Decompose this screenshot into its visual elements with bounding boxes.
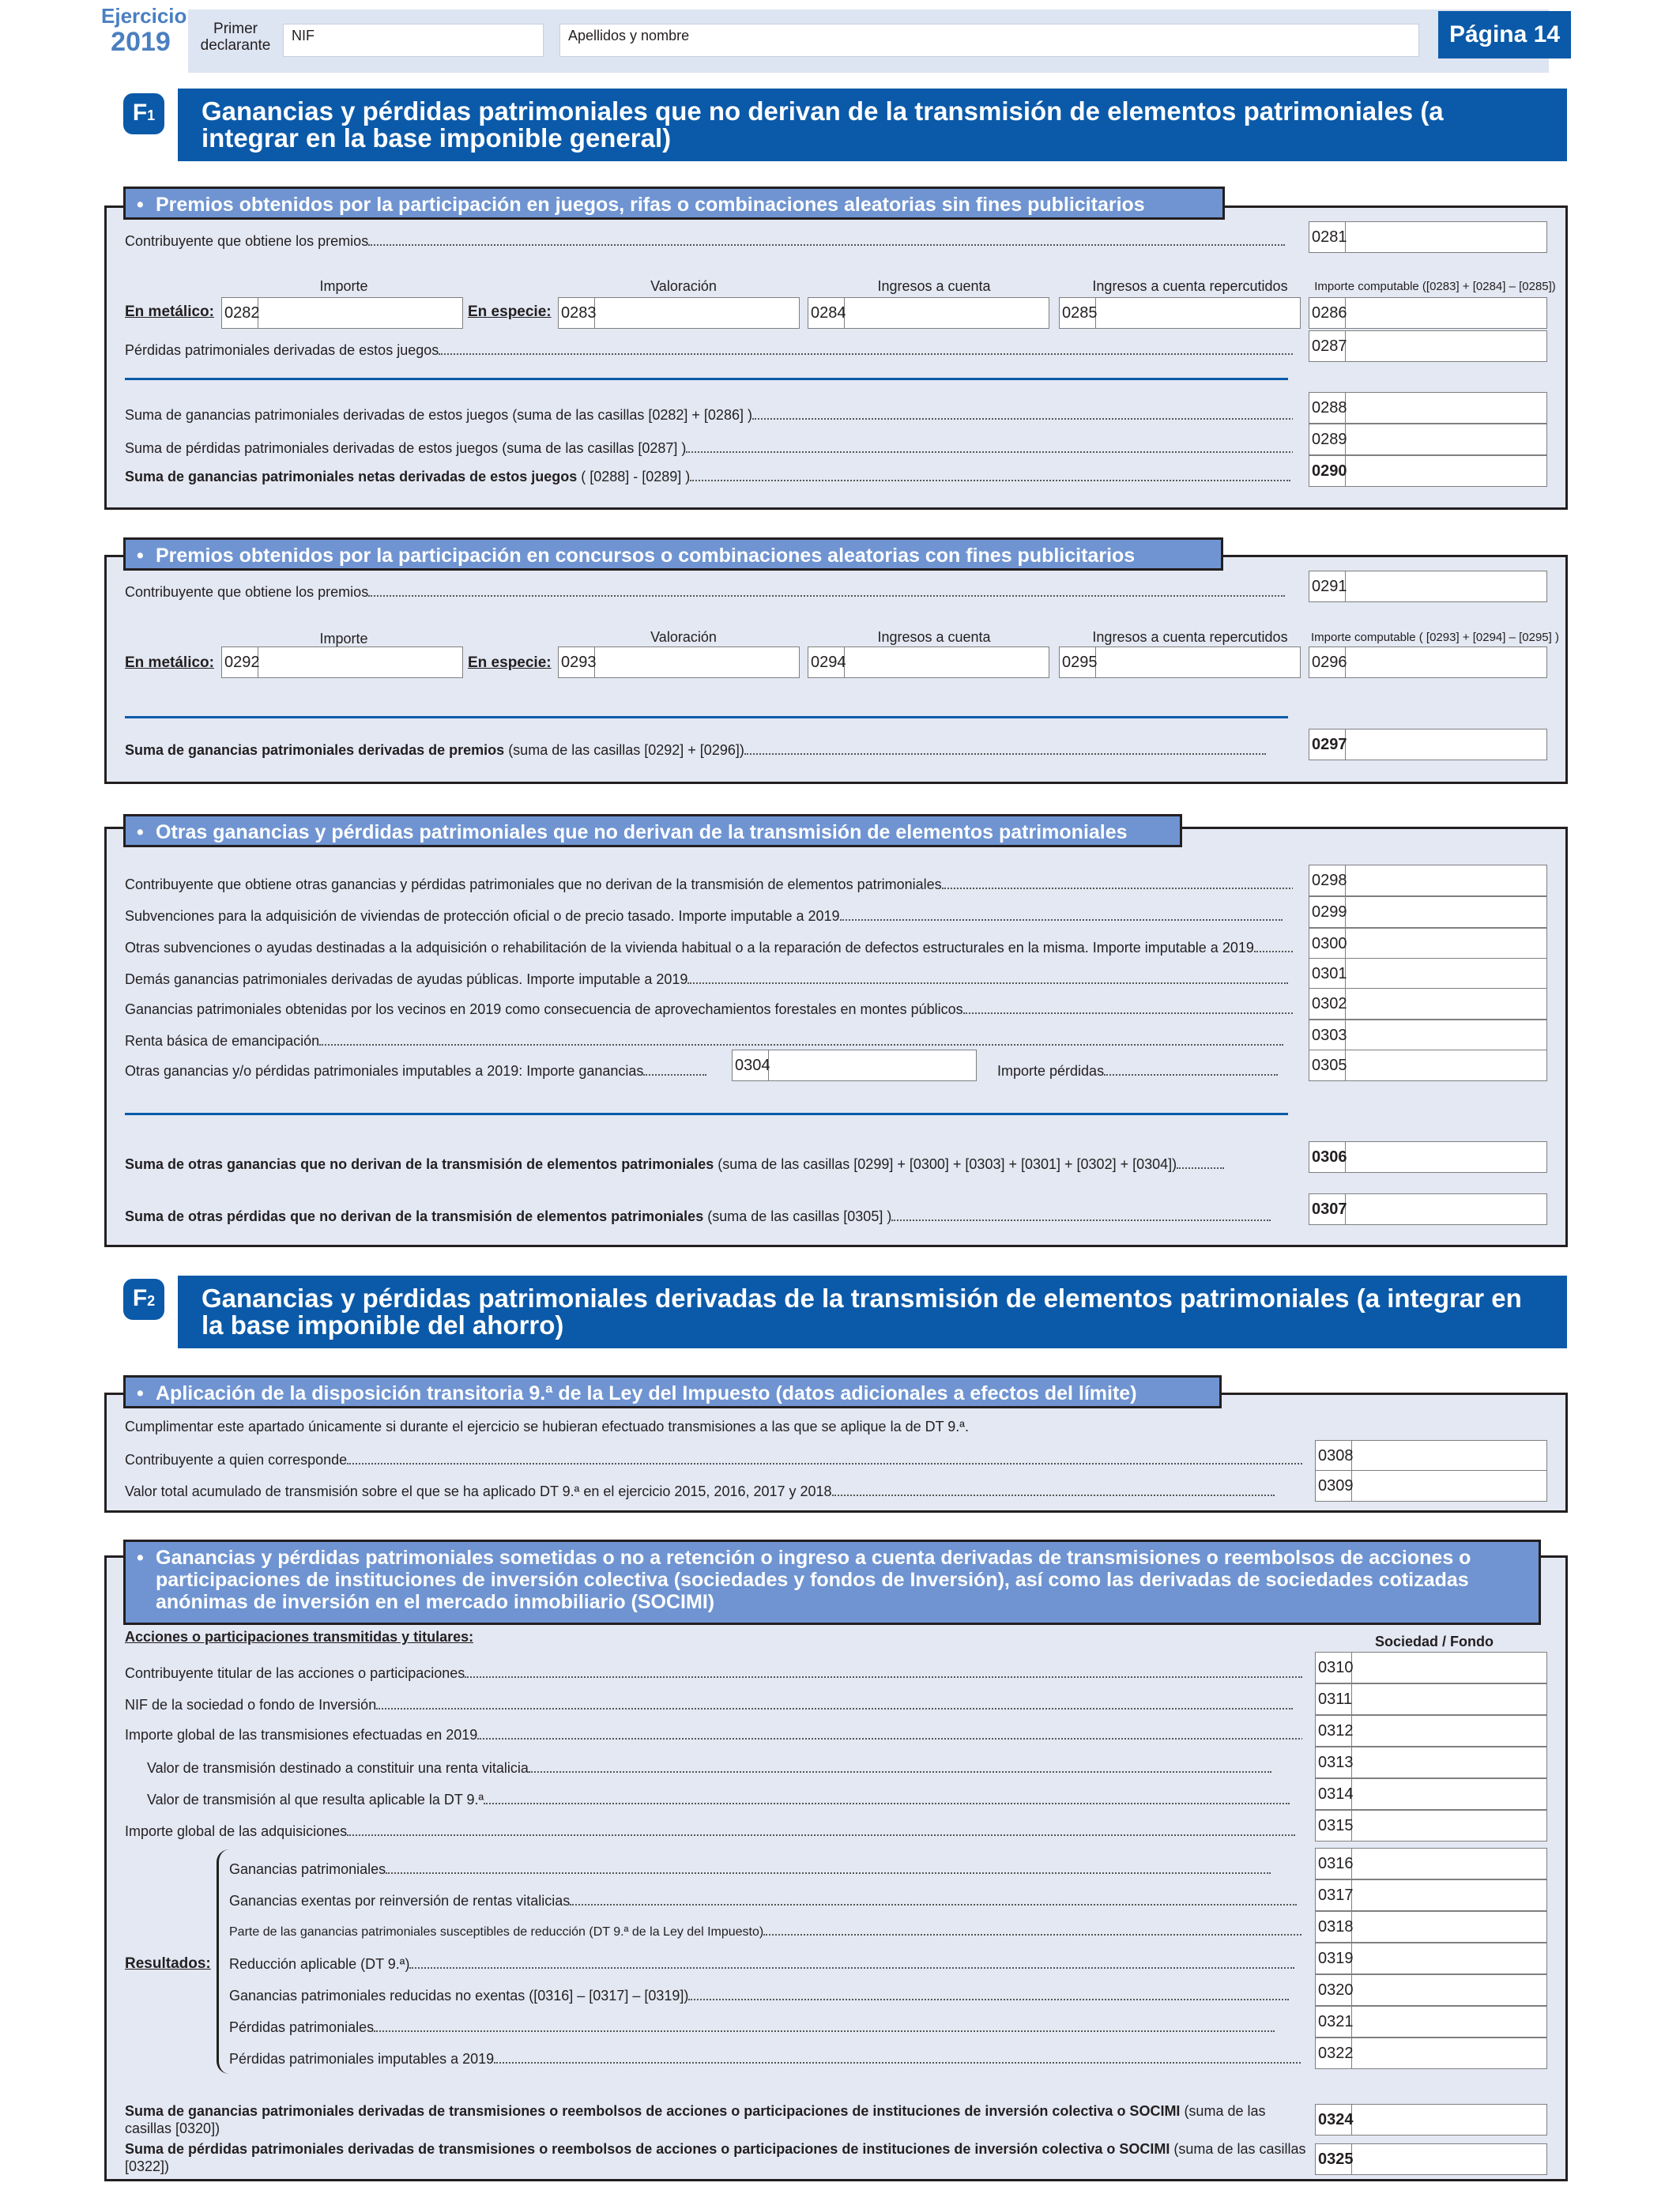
field-0290[interactable]: 0290: [1309, 455, 1547, 487]
f1-s3-row-0301: Demás ganancias patrimoniales derivadas de ayudas públicas. Importe imputable a 2019: [125, 971, 1293, 988]
field-0305[interactable]: 0305: [1309, 1050, 1547, 1081]
field-0312[interactable]: 0312: [1315, 1715, 1547, 1747]
f2-s2-res-0316: Ganancias patrimoniales: [229, 1860, 1302, 1878]
f1-s2-title: • Premios obtenidos por la participación en concursos o combinaciones aleatorias con fines publicitarios: [123, 537, 1223, 571]
f2-s1-contribuyente-label: Contribuyente a quien corresponde: [125, 1451, 1302, 1468]
field-0295[interactable]: 0295: [1059, 647, 1301, 678]
field-0324[interactable]: 0324: [1315, 2104, 1547, 2136]
col-importe: Importe: [319, 278, 368, 294]
field-0307[interactable]: 0307: [1309, 1193, 1547, 1225]
sociedad-fondo-label: Sociedad / Fondo: [1375, 1634, 1494, 1649]
field-0298[interactable]: 0298: [1309, 865, 1547, 896]
field-0318[interactable]: 0318: [1315, 1911, 1547, 1943]
section-badge-f1: F1: [123, 93, 164, 134]
f1-s1-suma-perdidas-label: Suma de pérdidas patrimoniales derivadas de estos juegos (suma de las casillas [0287] ): [125, 439, 1293, 457]
field-0322[interactable]: 0322: [1315, 2038, 1547, 2069]
field-0315[interactable]: 0315: [1315, 1810, 1547, 1842]
field-0325[interactable]: 0325: [1315, 2143, 1547, 2175]
field-0292[interactable]: 0292: [221, 647, 463, 678]
field-0309[interactable]: 0309: [1315, 1470, 1547, 1502]
col-valoracion: Valoración: [650, 278, 717, 294]
field-0302[interactable]: 0302: [1309, 988, 1547, 1020]
resultados-label: Resultados:: [125, 1955, 211, 1972]
f2-s2-res-0318: Parte de las ganancias patrimoniales susceptibles de reducción (DT 9.ª de la Ley del Impuesto): [229, 1924, 1302, 1941]
f1-s1-suma-netas-label: Suma de ganancias patrimoniales netas derivadas de estos juegos ( [0288] - [0289] ): [125, 468, 1293, 485]
field-0299[interactable]: 0299: [1309, 896, 1547, 928]
f1-s1-title: • Premios obtenidos por la participación en juegos, rifas o combinaciones aleatorias sin fines publicitarios: [123, 187, 1225, 220]
field-0308[interactable]: 0308: [1315, 1440, 1547, 1472]
field-0297[interactable]: 0297: [1309, 729, 1547, 760]
f2-s2-res-0320: Ganancias patrimoniales reducidas no exentas ([0316] – [0317] – [0319]): [229, 1987, 1302, 2004]
field-0291[interactable]: 0291: [1309, 571, 1547, 602]
f1-s1-suma-ganancias-label: Suma de ganancias patrimoniales derivadas de estos juegos (suma de las casillas [0282] + [0286] ): [125, 406, 1293, 424]
f1-s3-importe-perdidas-label: Importe pérdidas: [997, 1062, 1293, 1080]
field-0285[interactable]: 0285: [1059, 297, 1301, 329]
separator: [125, 1113, 1288, 1115]
f2-s2-res-0321: Pérdidas patrimoniales: [229, 2019, 1302, 2036]
en-metalico-label: En metálico:: [125, 303, 214, 320]
field-0284[interactable]: 0284: [808, 297, 1049, 329]
separator: [125, 716, 1288, 718]
f1-s3-row-0303: Renta básica de emancipación: [125, 1032, 1293, 1050]
field-0289[interactable]: 0289: [1309, 424, 1547, 455]
col-ingresos: Ingresos a cuenta: [877, 278, 991, 294]
col-importe: Importe: [319, 631, 368, 647]
f1-title: Ganancias y pérdidas patrimoniales que no derivan de la transmisión de elementos patrimoniales (a integrar en la base imponible general): [178, 89, 1567, 161]
col-computable: Importe computable ([0283] + [0284] – [0285]): [1314, 280, 1556, 293]
field-0314[interactable]: 0314: [1315, 1778, 1547, 1810]
field-0296[interactable]: 0296: [1309, 647, 1547, 678]
field-0300[interactable]: 0300: [1309, 928, 1547, 959]
f1-s2-contribuyente-label: Contribuyente que obtiene los premios: [125, 583, 1293, 601]
field-0319[interactable]: 0319: [1315, 1943, 1547, 1974]
field-0282[interactable]: 0282: [221, 297, 463, 329]
f1-s1-contribuyente-label: Contribuyente que obtiene los premios: [125, 232, 1293, 250]
f2-s2-row-0314: Valor de transmisión al que resulta aplicable la DT 9.ª: [147, 1791, 1302, 1808]
field-0317[interactable]: 0317: [1315, 1879, 1547, 1911]
field-0316[interactable]: 0316: [1315, 1848, 1547, 1879]
separator: [125, 378, 1288, 380]
f2-s2-suma-perdidas-label: Suma de pérdidas patrimoniales derivadas de transmisiones o reembolsos de acciones o participaciones de instituciones de inversión colectiva o SOCIMI (suma de las casillas [0322]): [125, 2141, 1306, 2174]
year: 2019: [111, 27, 171, 57]
field-0306[interactable]: 0306: [1309, 1141, 1547, 1173]
f2-title: Ganancias y pérdidas patrimoniales derivadas de la transmisión de elementos patrimoniales (a integrar en la base imponible del ahorro): [178, 1276, 1567, 1348]
resultados-brace: [217, 1849, 229, 2074]
f1-s2-suma-label: Suma de ganancias patrimoniales derivadas de premios (suma de las casillas [0292] + [0296]): [125, 741, 1293, 759]
col-repercutidos: Ingresos a cuenta repercutidos: [1092, 278, 1288, 294]
f2-s2-res-0317: Ganancias exentas por reinversión de rentas vitalicias: [229, 1892, 1302, 1909]
f2-s2-row-0310: Contribuyente titular de las acciones o participaciones: [125, 1664, 1302, 1682]
f2-s2-res-0319: Reducción aplicable (DT 9.ª): [229, 1955, 1302, 1973]
f2-s2-row-0311: NIF de la sociedad o fondo de Inversión: [125, 1696, 1302, 1713]
field-0310[interactable]: 0310: [1315, 1652, 1547, 1683]
f2-s2-row-0315: Importe global de las adquisiciones: [125, 1823, 1302, 1840]
field-0283[interactable]: 0283: [558, 297, 800, 329]
f1-s3-row-0302: Ganancias patrimoniales obtenidas por los vecinos en 2019 como consecuencia de aprovechamientos forestales en montes públicos: [125, 1001, 1293, 1018]
field-0293[interactable]: 0293: [558, 647, 800, 678]
field-0288[interactable]: 0288: [1309, 392, 1547, 424]
en-especie-label: En especie:: [468, 654, 552, 671]
f2-s2-suma-ganancias-label: Suma de ganancias patrimoniales derivadas de transmisiones o reembolsos de acciones o participaciones de instituciones de inversión colectiva o SOCIMI (suma de las casillas [0320]): [125, 2103, 1266, 2136]
f1-s3-row-0298: Contribuyente que obtiene otras ganancias y pérdidas patrimoniales que no derivan de la transmisión de elementos patrimoniales: [125, 876, 1293, 893]
f2-s2-row-0312: Importe global de las transmisiones efectuadas en 2019: [125, 1726, 1302, 1744]
field-0286[interactable]: 0286: [1309, 297, 1547, 329]
en-metalico-label: En metálico:: [125, 654, 214, 671]
section-badge-f2: F2: [123, 1279, 164, 1320]
f1-s3-title: • Otras ganancias y pérdidas patrimoniales que no derivan de la transmisión de elementos patrimoniales: [123, 814, 1182, 847]
f2-s1-valor-label: Valor total acumulado de transmisión sobre el que se ha aplicado DT 9.ª en el ejercicio 2015, 2016, 2017 y 2018: [125, 1483, 1302, 1500]
field-0311[interactable]: 0311: [1315, 1683, 1547, 1715]
f2-s2-row-0313: Valor de transmisión destinado a constituir una renta vitalicia: [147, 1759, 1302, 1777]
field-0304[interactable]: 0304: [732, 1050, 977, 1081]
f2-s1-note: Cumplimentar este apartado únicamente si durante el ejercicio se hubieran efectuado transmisiones a las que se aplique la de DT 9.ª.: [125, 1419, 969, 1434]
field-0313[interactable]: 0313: [1315, 1747, 1547, 1778]
f1-s1-perdidas-label: Pérdidas patrimoniales derivadas de estos juegos: [125, 341, 1293, 359]
apellidos-field[interactable]: Apellidos y nombre: [559, 24, 1419, 57]
f1-s3-row-0300: Otras subvenciones o ayudas destinadas a la adquisición o rehabilitación de la vivienda habitual o a la reparación de defectos estructurales en la misma. Importe imputable a 2019: [125, 939, 1293, 956]
field-0281[interactable]: 0281: [1309, 221, 1547, 253]
col-valoracion: Valoración: [650, 629, 717, 645]
col-repercutidos: Ingresos a cuenta repercutidos: [1092, 629, 1288, 645]
f2-s2-res-0322: Pérdidas patrimoniales imputables a 2019: [229, 2050, 1302, 2068]
col-ingresos: Ingresos a cuenta: [877, 629, 991, 645]
nif-field[interactable]: NIF: [283, 24, 544, 57]
field-0303[interactable]: 0303: [1309, 1020, 1547, 1051]
f1-s3-suma-ganancias-label: Suma de otras ganancias que no derivan de la transmisión de elementos patrimoniales (suma de las casillas [0299] + [0300] + [0303] + [0301] + [0302] + [0304]): [125, 1155, 1293, 1173]
field-0301[interactable]: 0301: [1309, 958, 1547, 990]
en-especie-label: En especie:: [468, 303, 552, 320]
f1-s3-otras-ganancias-label: Otras ganancias y/o pérdidas patrimoniales imputables a 2019: Importe ganancias: [125, 1062, 725, 1080]
f2-s2-title: • Ganancias y pérdidas patrimoniales sometidas o no a retención o ingreso a cuenta derivadas de transmisiones o reembolsos de acciones o participaciones de instituciones de inversión colectiva (sociedades y fondos de Inversión), así como las derivadas de sociedades cotizadas anónimas de inversión en el mercado inmobiliario (SOCIMI): [123, 1540, 1541, 1625]
f2-s1-title: • Aplicación de la disposición transitoria 9.ª de la Ley del Impuesto (datos adicionales a efectos del límite): [123, 1375, 1222, 1408]
col-computable: Importe computable ( [0293] + [0294] – [0295] ): [1311, 631, 1559, 644]
primer-declarante-label: Primer declarante: [200, 21, 271, 54]
field-0321[interactable]: 0321: [1315, 2006, 1547, 2038]
field-0287[interactable]: 0287: [1309, 330, 1547, 362]
f1-s3-suma-perdidas-label: Suma de otras pérdidas que no derivan de la transmisión de elementos patrimoniales (suma de las casillas [0305] ): [125, 1208, 1293, 1225]
acciones-label: Acciones o participaciones transmitidas y titulares:: [125, 1629, 474, 1645]
field-0294[interactable]: 0294: [808, 647, 1049, 678]
ejercicio-label: Ejercicio 2019: [101, 4, 187, 57]
page-number: Página 14: [1438, 11, 1571, 58]
field-0320[interactable]: 0320: [1315, 1974, 1547, 2006]
f1-s3-row-0299: Subvenciones para la adquisición de viviendas de protección oficial o de precio tasado. Importe imputable a 2019: [125, 907, 1293, 925]
